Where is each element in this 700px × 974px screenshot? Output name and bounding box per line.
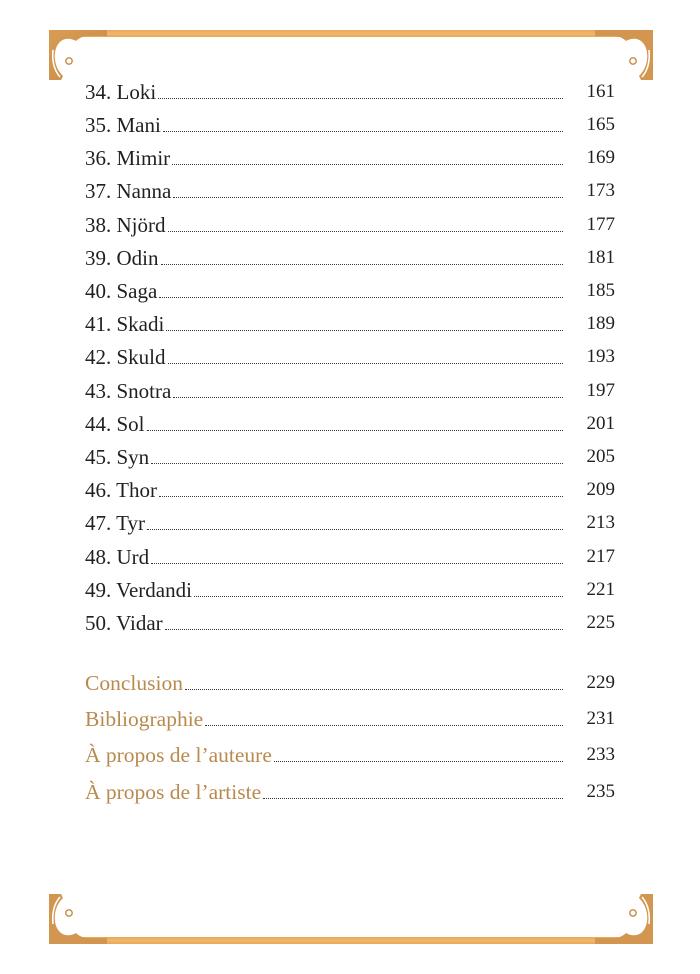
entry-title: 35. Mani: [85, 113, 161, 137]
dot-leader: [161, 246, 564, 270]
toc-entry[interactable]: [85, 605, 615, 635]
dot-leader: [205, 707, 563, 731]
entry-title: 36. Mimir: [85, 146, 171, 170]
section-title: À propos de l’artiste: [85, 780, 262, 804]
toc-entry[interactable]: [85, 273, 615, 303]
dot-leader: [147, 412, 563, 436]
dot-leader: [165, 611, 563, 635]
entry-page-number: 217: [586, 546, 615, 567]
dot-leader: [151, 545, 563, 569]
toc-section-about-artist[interactable]: [85, 774, 615, 804]
toc-section-conclusion[interactable]: [85, 665, 615, 695]
entry-page-number: 177: [586, 214, 615, 235]
dot-leader: [185, 671, 563, 695]
toc-entry[interactable]: [85, 207, 615, 237]
toc-entry[interactable]: [85, 472, 615, 502]
bottom-frame-border: [49, 937, 653, 944]
entry-title: 45. Syn: [85, 445, 150, 469]
section-page-number: 233: [586, 744, 615, 765]
entry-title: 38. Njörd: [85, 213, 166, 237]
entry-title: 39. Odin: [85, 246, 159, 270]
toc-entry[interactable]: [85, 306, 615, 336]
entry-page-number: 213: [586, 512, 615, 533]
dot-leader: [166, 312, 563, 336]
entry-title: 44. Sol: [85, 412, 145, 436]
entry-page-number: 221: [586, 579, 615, 600]
section-page-number: 235: [586, 781, 615, 802]
entry-title: 40. Saga: [85, 279, 158, 303]
dot-leader: [168, 213, 564, 237]
entry-page-number: 197: [586, 380, 615, 401]
entry-page-number: 201: [586, 413, 615, 434]
entry-title: 37. Nanna: [85, 179, 172, 203]
entry-title: 48. Urd: [85, 545, 150, 569]
dot-leader: [168, 345, 563, 369]
section-page-number: 229: [586, 672, 615, 693]
entry-page-number: 181: [586, 247, 615, 268]
toc-entry[interactable]: [85, 373, 615, 403]
entry-title: 49. Verdandi: [85, 578, 192, 602]
dot-leader: [173, 179, 563, 203]
entry-page-number: 185: [586, 280, 615, 301]
section-title: À propos de l’auteure: [85, 743, 272, 767]
entry-title: 43. Snotra: [85, 379, 172, 403]
entry-page-number: 189: [586, 313, 615, 334]
dot-leader: [159, 279, 563, 303]
entry-page-number: 161: [586, 81, 615, 102]
ornament-corner-icon: [595, 894, 653, 944]
toc-entry[interactable]: [85, 572, 615, 602]
section-page-number: 231: [586, 708, 615, 729]
dot-leader: [163, 113, 563, 137]
entry-title: 42. Skuld: [85, 345, 166, 369]
entry-title: 47. Tyr: [85, 511, 145, 535]
dot-leader: [151, 445, 563, 469]
section-title: Bibliographie: [85, 707, 204, 731]
entry-title: 34. Loki: [85, 80, 157, 104]
toc-entry[interactable]: [85, 406, 615, 436]
entry-page-number: 225: [586, 612, 615, 633]
dot-leader: [274, 743, 563, 767]
toc-section-bibliographie[interactable]: [85, 701, 615, 731]
entry-page-number: 193: [586, 346, 615, 367]
entry-page-number: 209: [586, 479, 615, 500]
ornament-corner-icon: [595, 30, 653, 80]
dot-leader: [147, 511, 563, 535]
ornament-corner-icon: [49, 894, 107, 944]
entry-title: 41. Skadi: [85, 312, 165, 336]
toc-entry[interactable]: [85, 240, 615, 270]
section-title: Conclusion: [85, 671, 183, 695]
entry-page-number: 169: [586, 147, 615, 168]
dot-leader: [159, 478, 563, 502]
toc-section-about-author[interactable]: [85, 737, 615, 767]
ornament-corner-icon: [49, 30, 107, 80]
toc-entry[interactable]: [85, 439, 615, 469]
entry-page-number: 205: [586, 446, 615, 467]
toc-entry[interactable]: [85, 74, 615, 104]
dot-leader: [173, 379, 563, 403]
entry-title: 50. Vidar: [85, 611, 163, 635]
toc-entry[interactable]: [85, 140, 615, 170]
dot-leader: [194, 578, 563, 602]
toc-entry[interactable]: [85, 173, 615, 203]
entry-title: 46. Thor: [85, 478, 157, 502]
toc-entry[interactable]: [85, 339, 615, 369]
entry-page-number: 173: [586, 180, 615, 201]
dot-leader: [172, 146, 563, 170]
toc-entry[interactable]: [85, 539, 615, 569]
toc-entry[interactable]: [85, 107, 615, 137]
dot-leader: [158, 80, 563, 104]
top-frame-border: [49, 30, 653, 37]
entry-page-number: 165: [586, 114, 615, 135]
toc-entry[interactable]: [85, 505, 615, 535]
dot-leader: [263, 780, 563, 804]
